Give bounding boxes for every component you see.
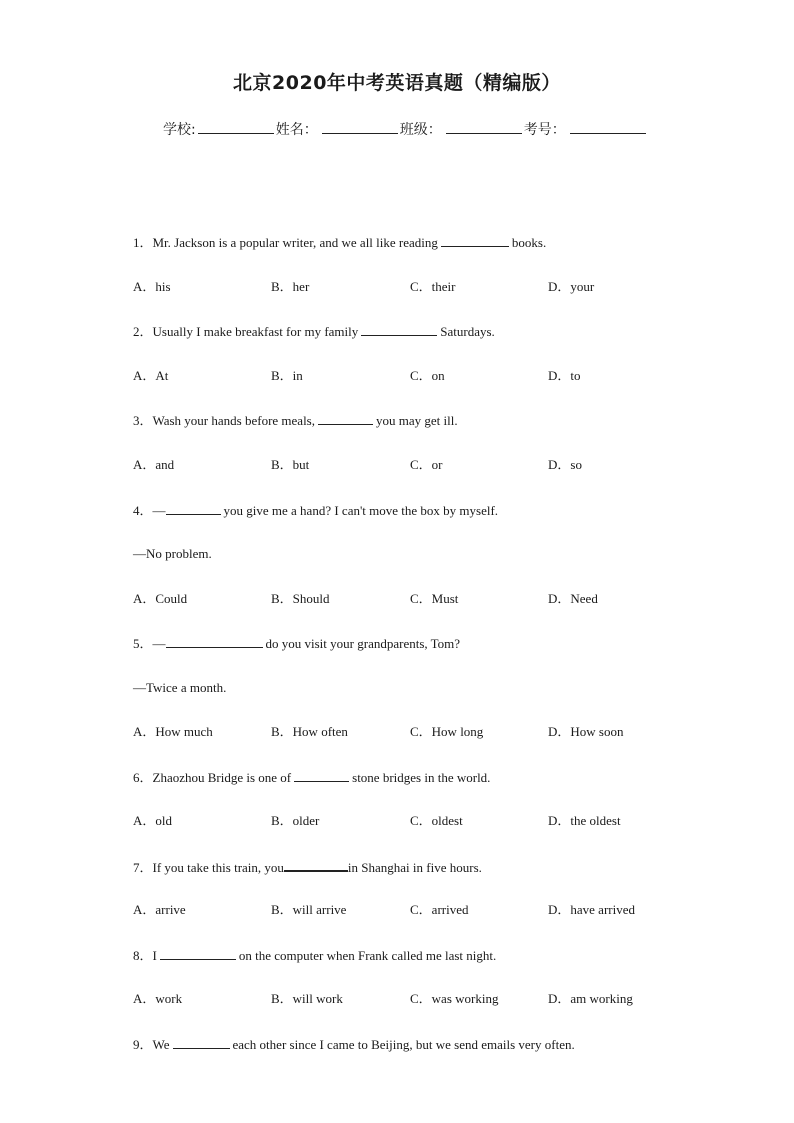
option-d: D．so [548, 457, 582, 472]
option-a: A．work [133, 991, 183, 1006]
option-c: C．their [410, 279, 456, 294]
answer-blank [318, 411, 373, 425]
option-d: D．the oldest [548, 813, 621, 828]
name-blank [322, 119, 398, 134]
option-d: D．Need [548, 591, 598, 606]
answer-blank [173, 1035, 230, 1049]
option-d: D．to [548, 368, 581, 383]
question-text: 2．Usually I make breakfast for my family [133, 324, 359, 339]
option-a: A．his [133, 279, 171, 294]
option-a: A．At [133, 368, 169, 383]
question-6 [133, 768, 490, 787]
option-c: C．or [410, 457, 443, 472]
option-b: B．How often [271, 724, 348, 739]
question-text: 6．Zhaozhou Bridge is one of [133, 770, 292, 785]
page-title: 北京2020年中考英语真题（精编版） [233, 72, 561, 94]
question-9 [133, 1035, 575, 1054]
option-a: A．and [133, 457, 175, 472]
question-text-after: on the computer when Frank called me last night. [238, 948, 497, 963]
option-c: C．on [410, 368, 445, 383]
question-text-after: you may get ill. [376, 413, 458, 428]
answer-blank [166, 501, 221, 515]
question-text-after: stone bridges in the world. [352, 770, 491, 785]
option-b: B．but [271, 457, 310, 472]
question-2 [133, 322, 495, 341]
option-d: D．am working [548, 991, 633, 1006]
question-3 [133, 411, 458, 430]
option-b: B．will arrive [271, 902, 347, 917]
name-label: 姓名： [275, 122, 318, 138]
option-c: C．Must [410, 591, 459, 606]
question-text: 7．If you take this train, you [133, 860, 284, 875]
question-4 [133, 501, 498, 520]
option-a: A．How much [133, 724, 213, 739]
question-5 [133, 634, 460, 653]
question-text-after: Saturdays. [440, 324, 495, 339]
question-text: 1．Mr. Jackson is a popular writer, and we all like reading [133, 235, 438, 250]
question-text: 9．We [133, 1037, 170, 1052]
exam-no-label: 考号： [523, 122, 566, 138]
answer-blank [166, 634, 263, 648]
question-4-reply: —No problem. [133, 546, 212, 561]
question-7 [133, 857, 482, 877]
question-text-after: you give me a hand? I can't move the box by myself. [223, 503, 499, 518]
question-text-after: in Shanghai in five hours. [347, 860, 482, 875]
question-text: 8．I [133, 948, 157, 963]
question-text: 5．— [133, 636, 166, 651]
question-8 [133, 946, 496, 965]
option-c: C．How long [410, 724, 484, 739]
question-text-after: each other since I came to Beijing, but we send emails very often. [232, 1037, 575, 1052]
school-label: 学校: [163, 122, 196, 138]
option-a: A．Could [133, 591, 188, 606]
option-d: D．How soon [548, 724, 624, 739]
option-b: B．her [271, 279, 310, 294]
question-5-reply: —Twice a month. [133, 680, 227, 695]
answer-blank [284, 857, 348, 872]
option-b: B．older [271, 813, 320, 828]
school-blank [198, 119, 274, 134]
option-c: C．arrived [410, 902, 469, 917]
exam-no-blank [570, 119, 646, 134]
option-b: B．in [271, 368, 303, 383]
answer-blank [441, 233, 509, 247]
option-c: C．oldest [410, 813, 463, 828]
option-b: B．will work [271, 991, 343, 1006]
answer-blank [361, 322, 437, 336]
option-d: D．have arrived [548, 902, 635, 917]
option-d: D．your [548, 279, 595, 294]
student-info-line [163, 119, 648, 139]
option-c: C．was working [410, 991, 499, 1006]
option-a: A．arrive [133, 902, 186, 917]
option-a: A．old [133, 813, 173, 828]
class-label: 班级： [399, 122, 442, 138]
answer-blank [160, 946, 236, 960]
question-text: 4．— [133, 503, 166, 518]
option-b: B．Should [271, 591, 330, 606]
class-blank [446, 119, 522, 134]
question-text: 3．Wash your hands before meals, [133, 413, 315, 428]
question-1 [133, 233, 546, 252]
answer-blank [294, 768, 349, 782]
question-text-after: books. [511, 235, 547, 250]
question-text-after: do you visit your grandparents, Tom? [265, 636, 461, 651]
